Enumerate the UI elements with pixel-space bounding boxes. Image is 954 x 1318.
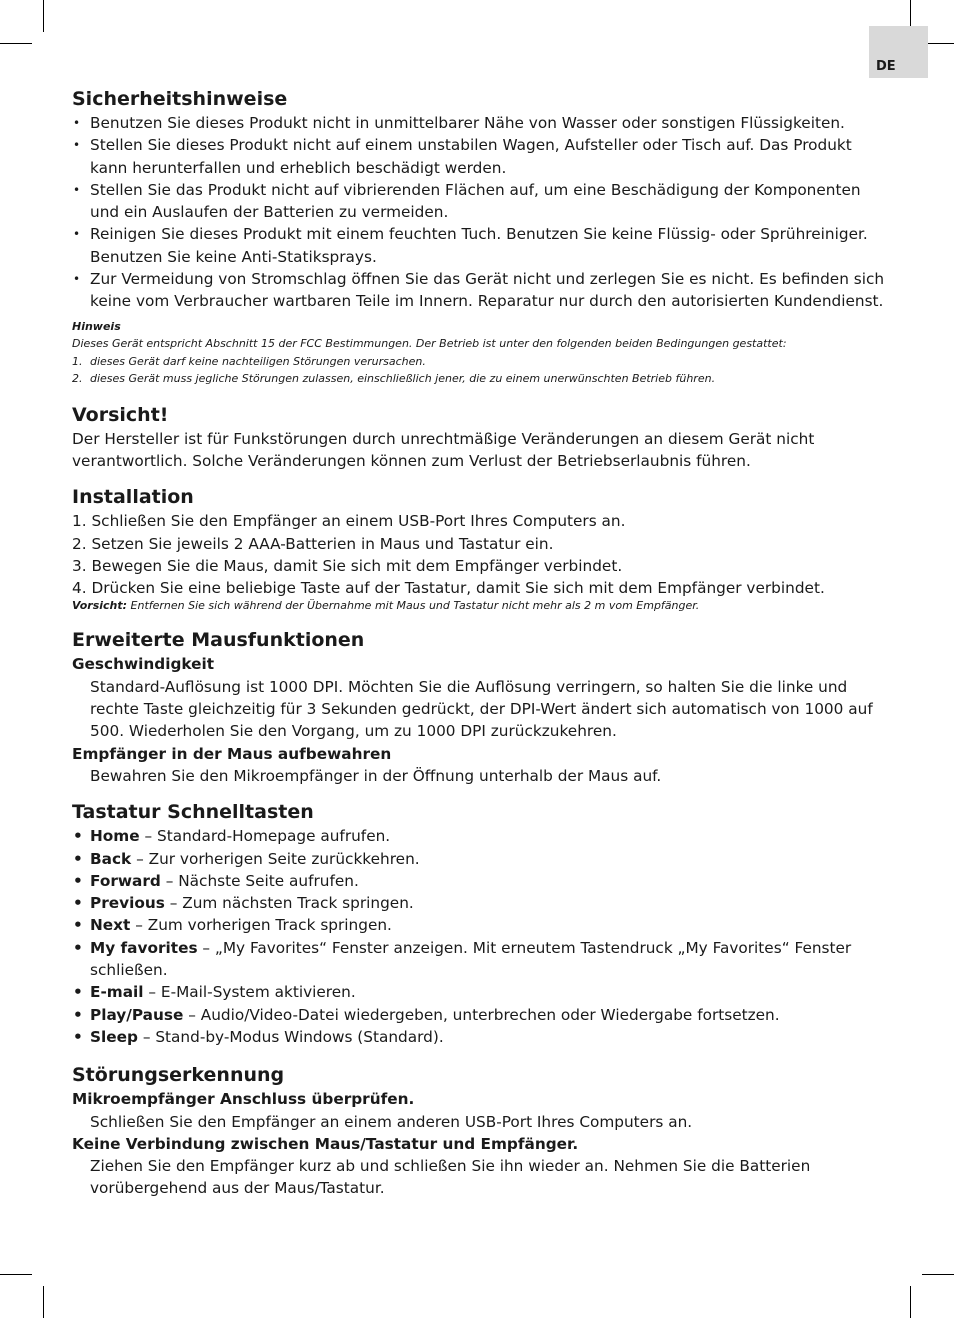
installation-steps — [72, 510, 887, 599]
note-list — [72, 353, 887, 388]
crop-mark — [43, 0, 44, 32]
speed-text: Standard-Auflösung ist 1000 DPI. Möchten Sie die Auflösung verringern, so halten Sie die linke und rechte Taste gleichzeitig für 3 Sekunden gedrückt, der DPI-Wert ändert sich automatisch von 1000 auf 500. Wiederholen Sie den Vorgang, um zu 1000 DPI zurückzukehren. — [90, 677, 873, 741]
crop-mark — [0, 43, 32, 44]
crop-mark — [43, 1286, 44, 1318]
crop-mark — [922, 1274, 954, 1275]
mouse-section — [72, 627, 887, 787]
list-item: 4. Drücken Sie eine beliebige Taste auf der Tastatur, damit Sie sich mit dem Empfänger verbindet. — [72, 579, 825, 598]
crop-mark — [910, 1286, 911, 1318]
list-item: • Next – Zum vorherigen Track springen. — [72, 914, 887, 936]
list-item: • Stellen Sie das Produkt nicht auf vibrierenden Flächen auf, um eine Beschädigung der Komponenten und ein Auslaufen der Batterien zu vermeiden. — [72, 179, 887, 224]
installation-warning — [72, 599, 887, 613]
list-item: • Forward – Nächste Seite aufrufen. — [72, 870, 887, 892]
trouble-answer: Schließen Sie den Empfänger an einem anderen USB-Port Ihres Computers an. — [90, 1112, 693, 1131]
list-item: • E-mail – E-Mail-System aktivieren. — [72, 981, 887, 1003]
page-content — [72, 86, 887, 1212]
note-text: Dieses Gerät entspricht Abschnitt 15 der FCC Bestimmungen. Der Betrieb ist unter den folgenden beiden Bedingungen gestattet: — [72, 337, 787, 351]
list-item: 2. dieses Gerät muss jegliche Störungen zulassen, einschließlich jener, die zu einem unerwünschten Betrieb führen. — [72, 372, 716, 386]
caution-title: Vorsicht! — [72, 403, 169, 426]
hotkeys-title: Tastatur Schnelltasten — [72, 801, 314, 824]
list-item: • Home – Standard-Homepage aufrufen. — [72, 825, 887, 847]
safety-list — [72, 112, 887, 313]
list-item: • Previous – Zum nächsten Track springen. — [72, 892, 887, 914]
note-title: Hinweis — [72, 319, 121, 333]
warning-text: Entfernen Sie sich während der Übernahme mit Maus und Tastatur nicht mehr als 2 m vom Empfänger. — [127, 599, 700, 613]
troubleshooting-title: Störungserkennung — [72, 1064, 285, 1087]
caution-text: Der Hersteller ist für Funkstörungen durch unrechtmäßige Veränderungen an diesem Gerät nicht verantwortlich. Solche Veränderungen können zum Verlust der Betriebserlaubnis führen. — [72, 429, 815, 470]
installation-section — [72, 484, 887, 613]
trouble-answer: Ziehen Sie den Empfänger kurz ab und schließen Sie ihn wieder an. Nehmen Sie die Batterien vorübergehend aus der Maus/Tastatur. — [90, 1157, 811, 1198]
list-item: 1. Schließen Sie den Empfänger an einem USB-Port Ihres Computers an. — [72, 512, 626, 531]
list-item: 3. Bewegen Sie die Maus, damit Sie sich mit dem Empfänger verbindet. — [72, 556, 623, 575]
installation-title: Installation — [72, 486, 194, 509]
list-item: • Play/Pause – Audio/Video-Datei wiedergeben, unterbrechen oder Wiedergabe fortsetzen. — [72, 1004, 887, 1026]
list-item: • Zur Vermeidung von Stromschlag öffnen Sie das Gerät nicht und zerlegen Sie es nicht. Es befinden sich keine vom Verbraucher wartbaren Teile im Innern. Reparatur nur durch den autorisierten Kundendienst. — [72, 268, 887, 313]
speed-subtitle: Geschwindigkeit — [72, 655, 215, 674]
mouse-title: Erweiterte Mausfunktionen — [72, 629, 365, 652]
safety-section — [72, 86, 887, 388]
language-tab: DE — [869, 26, 928, 78]
list-item: • Sleep – Stand-by-Modus Windows (Standard). — [72, 1026, 887, 1048]
hotkeys-section — [72, 799, 887, 1048]
list-item: • Reinigen Sie dieses Produkt mit einem feuchten Tuch. Benutzen Sie keine Flüssig- oder Sprühreiniger. Benutzen Sie keine Anti-Statiksprays. — [72, 223, 887, 268]
list-item: • Back – Zur vorherigen Seite zurückkehren. — [72, 848, 887, 870]
list-item: 2. Setzen Sie jeweils 2 AAA-Batterien in Maus und Tastatur ein. — [72, 534, 554, 553]
fcc-note — [72, 318, 887, 388]
store-text: Bewahren Sie den Mikroempfänger in der Öffnung unterhalb der Maus auf. — [90, 766, 662, 785]
list-item: • My favorites – „My Favorites“ Fenster anzeigen. Mit erneutem Tastendruck „My Favorites“ Fenster schließen. — [72, 937, 887, 982]
list-item: 1. dieses Gerät darf keine nachteiligen Störungen verursachen. — [72, 354, 426, 368]
safety-title: Sicherheitshinweise — [72, 88, 288, 110]
trouble-question: Keine Verbindung zwischen Maus/Tastatur und Empfänger. — [72, 1134, 579, 1153]
caution-section — [72, 402, 887, 473]
troubleshooting-section — [72, 1062, 887, 1199]
store-subtitle: Empfänger in der Maus aufbewahren — [72, 744, 392, 763]
hotkeys-list — [72, 825, 887, 1048]
warning-label: Vorsicht: — [72, 599, 128, 613]
list-item: • Benutzen Sie dieses Produkt nicht in unmittelbarer Nähe von Wasser oder sonstigen Flüssigkeiten. — [72, 112, 887, 134]
trouble-question: Mikroempfänger Anschluss überprüfen. — [72, 1090, 415, 1109]
list-item: • Stellen Sie dieses Produkt nicht auf einem unstabilen Wagen, Aufsteller oder Tisch auf. Das Produkt kann herunterfallen und erheblich beschädigt werden. — [72, 134, 887, 179]
crop-mark — [0, 1274, 32, 1275]
